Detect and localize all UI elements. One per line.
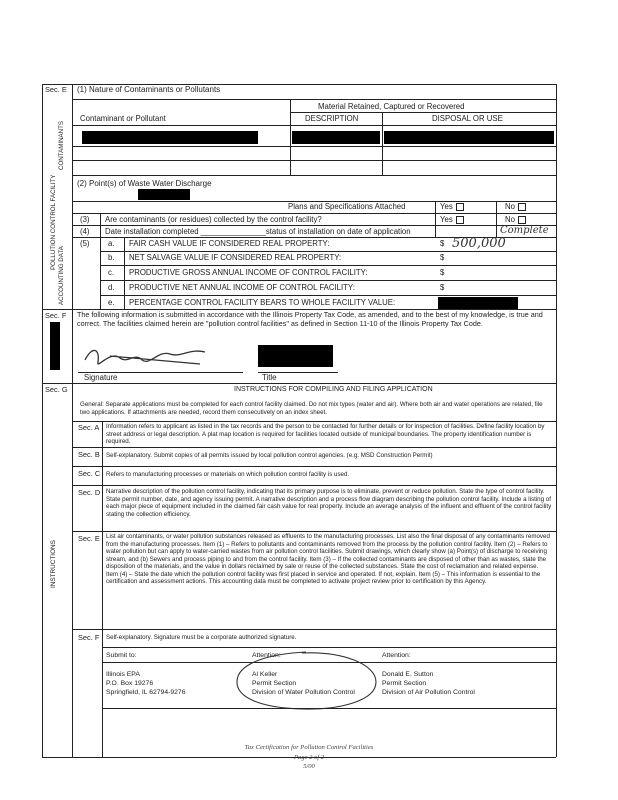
b-text: NET SALVAGE VALUE IF CONSIDERED REAL PROPERTY: [129, 253, 342, 262]
instr-label-c: Sec. C [78, 469, 101, 478]
q3-no[interactable]: No [505, 216, 526, 225]
plans-no[interactable]: No [505, 203, 526, 212]
sec-f-label: Sec. F [45, 311, 67, 320]
side-label-contaminants: CONTAMINANTS [58, 120, 65, 170]
b-label: b. [108, 253, 115, 262]
instructions-heading: INSTRUCTIONS FOR COMPILING AND FILING APPLICATION [234, 386, 433, 393]
instr-label-f: Sec. F [78, 633, 100, 642]
q4-handwritten-status: Complete [500, 225, 549, 236]
instr-label-d: Sec. D [78, 488, 101, 497]
instr-label-b: Sec. B [78, 450, 100, 459]
instr-text-e: List air contaminants, or water pollution substances released as effluents to the manufacturing processes. List also the final disposal of any contaminants removed from the manufacturing processes. Item (1) – Refers to pollutants and contaminants removed from the process by the pollution control facility. Item (2) – Refers to water pollution but can apply to water-carried wastes from air pollution control facilities. Submit drawings, which clearly show (a) Point(s) of discharge to receiving stream, and (b) Sewers and process piping to and from the control facility. Item (3) – If the collected contaminants are disposed of other than as wastes, state the disposition of the materials, and the value in dollars reclaimed by sale or reuse of the collected substances. State the cost of reclamation and related expense. Item (4) – State the date which the pollution control facility was first placed in service and operated. If not, explain. Item (5) – This information is essential to the certification and assessment actions. This accounting data must be completed to activate project review prior to certification by this Agency. [106, 533, 550, 586]
instr-text-f: Self-explanatory. Signature must be a corporate authorized signature. [106, 634, 297, 641]
submit-line-1: Illinois EPA [106, 671, 140, 678]
instr-text-d: Narrative description of the pollution control facility, indicating that its primary purpose is to eliminate, prevent or reduce pollution. State the type of control facility. State permit number, date, and agency issuing permit. A narrative description and a process flow diagram describing the pollution control facility. Include a listing of each major piece of equipment included in the claimed fair cash value for real property. Include an average analysis of the influent and effluent of the control facility stating the collection efficiency. [106, 488, 552, 518]
d-text: PRODUCTIVE NET ANNUAL INCOME OF CONTROL FACILITY: [129, 283, 355, 292]
q3-text: Are contaminants (or residues) collected by the control facility? [105, 215, 322, 224]
c-label: c. [108, 268, 115, 277]
footer-date: 5/00 [303, 763, 315, 770]
material-heading: Material Retained, Captured or Recovered [318, 102, 465, 111]
footer-page: Page 2 of 2 [293, 754, 325, 761]
signature-label: Signature [84, 373, 118, 382]
side-label-pollution-control-facility: POLLUTION CONTROL FACILITY [50, 174, 57, 270]
side-label-instructions: INSTRUCTIONS [50, 540, 57, 588]
c-dollar: $ [440, 268, 445, 277]
certification-statement: The following information is submitted in accordance with the Illinois Property Tax Code, as amended, and to the best of my knowledge, is true and correct. The facilities claimed herein are "pollution control facilities" as defined in Section 11-10 of the Illinois Property Tax Code. [77, 310, 543, 328]
a-dollar: $ [440, 239, 445, 248]
col-description: DESCRIPTION [305, 114, 359, 123]
attention-air-label: Attention: [382, 652, 411, 659]
attention-water-label: Attention: [252, 652, 281, 659]
a-label: a. [108, 239, 115, 248]
submit-to-label: Submit to: [106, 652, 137, 659]
instr-label-a: Sec. A [78, 423, 100, 432]
c-text: PRODUCTIVE GROSS ANNUAL INCOME OF CONTROL FACILITY: [129, 268, 368, 277]
attention-air-line-2: Permit Section [382, 680, 427, 687]
col-contaminant: Contaminant or Pollutant [80, 114, 166, 123]
attention-water-line-2: Permit Section [252, 680, 297, 687]
a-value-handwritten: 500,000 [452, 236, 506, 251]
e-text: PERCENTAGE CONTROL FACILITY BEARS TO WHOLE FACILITY VALUE: [129, 298, 396, 307]
q5-num: (5) [80, 239, 90, 248]
instr-text-c: Refers to manufacturing processes or materials on which pollution control facility is used. [106, 471, 350, 478]
q3-yes[interactable]: Yes [440, 216, 464, 225]
attention-water-line-1: Al Keller [252, 671, 278, 678]
general-instructions: General: Separate applications must be completed for each control facility claimed. Do not mix types (water and air). Where both air and water operations are related, file two applications. If attachments are needed, record them consecutively on an index sheet. [80, 401, 543, 416]
q3-num: (3) [80, 215, 90, 224]
b-dollar: $ [440, 253, 445, 262]
attention-air-line-1: Donald E. Sutton [382, 671, 434, 678]
submit-line-3: Springfield, IL 62794-9276 [106, 689, 186, 696]
instr-label-e: Sec. E [78, 534, 100, 543]
d-label: d. [108, 283, 115, 292]
sec-g-label: Sec. G [45, 385, 68, 394]
instr-text-a: Information refers to applicant as listed in the tax records and the person to be contacted for further details or for inspection of facilities. Define facility location by street address or legal description. A plat map location is required for facilities located outside of municipal boundaries. The property identification number is required. [106, 423, 545, 446]
a-text: FAIR CASH VALUE IF CONSIDERED REAL PROPERTY: [129, 239, 330, 248]
col-disposal: DISPOSAL OR USE [432, 114, 503, 123]
plans-yes[interactable]: Yes [440, 203, 464, 212]
d-dollar: $ [440, 283, 445, 292]
attention-air-line-3: Division of Air Pollution Control [382, 689, 475, 696]
title-label: Title [262, 373, 277, 382]
e-label: e. [108, 298, 115, 307]
item2-heading: (2) Point(s) of Waste Water Discharge [77, 179, 212, 188]
attention-water-line-3: Division of Water Pollution Control [252, 689, 355, 696]
submit-line-2: P.O. Box 19276 [106, 680, 154, 687]
side-label-accounting-data: ACCOUNTING DATA [58, 246, 65, 305]
hand-drawn-circle [232, 650, 380, 712]
sec-e-label: Sec. E [45, 85, 67, 94]
plans-label: Plans and Specifications Attached [288, 202, 406, 211]
item1-heading: (1) Nature of Contaminants or Pollutants [77, 85, 221, 94]
q4-text: Date installation completed _______________status of installation on date of application [105, 227, 411, 236]
footer-title: Tax Certification for Pollution Control Facilities [244, 744, 374, 751]
q4-num: (4) [80, 227, 90, 236]
instr-text-b: Self-explanatory. Submit copies of all permits issued by local pollution control agencies. (e.g. MSD Construction Permit) [106, 452, 433, 459]
